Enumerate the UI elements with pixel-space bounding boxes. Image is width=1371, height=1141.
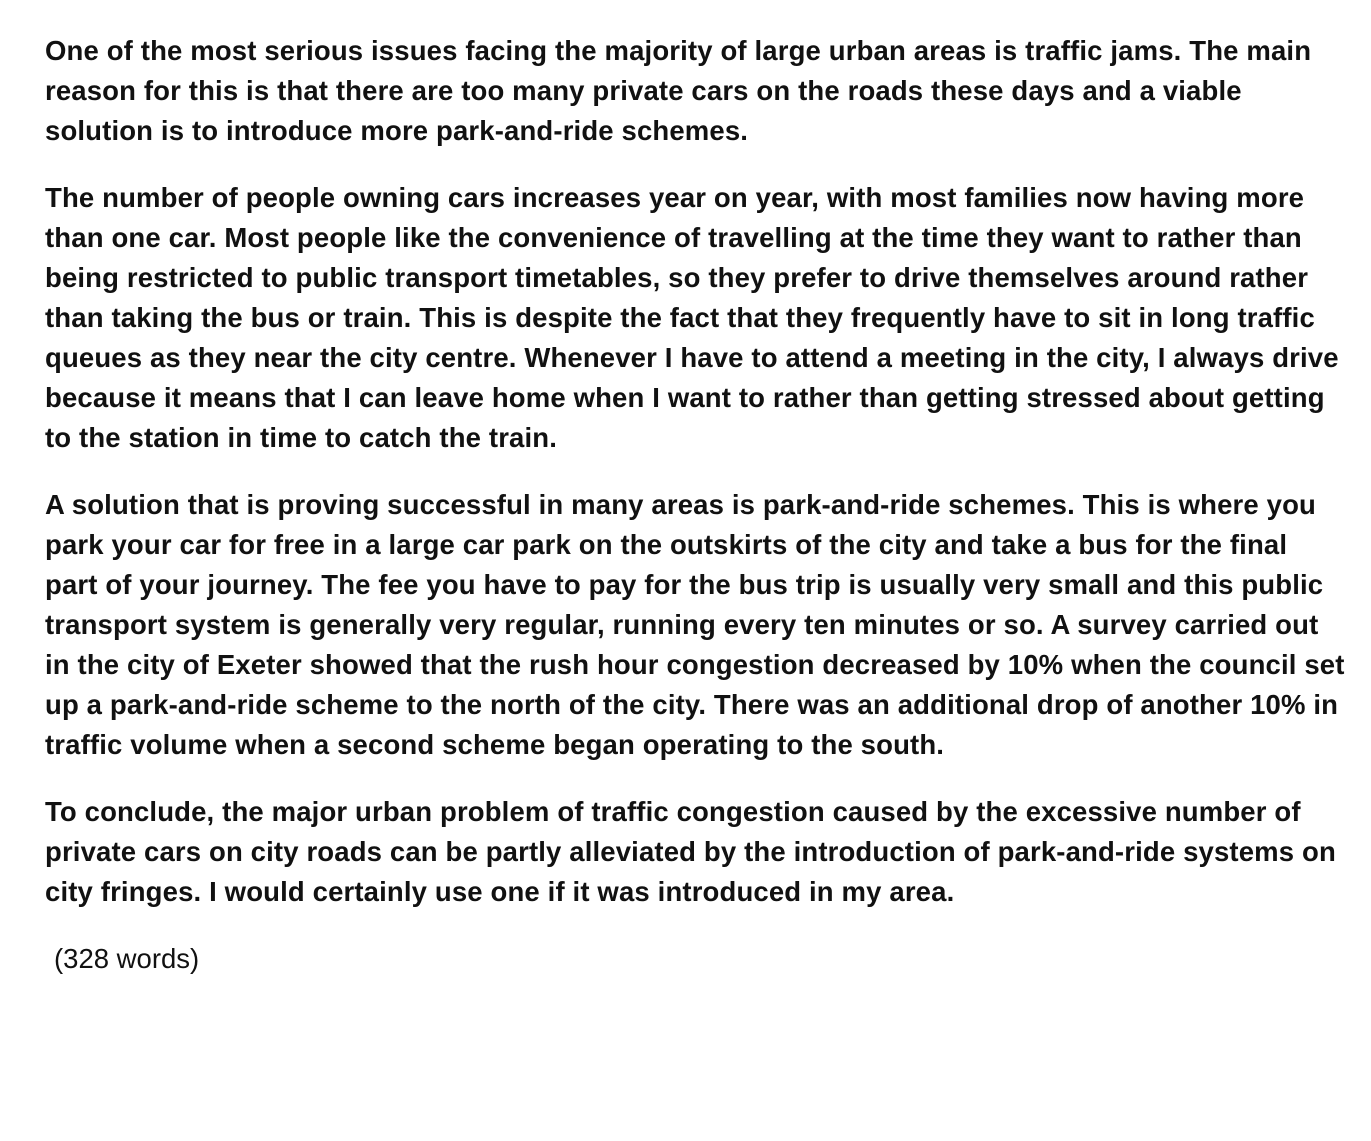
essay-paragraph-solution: A solution that is proving successful in many areas is park-and-ride schemes. This is where you park your car for free in a large car park on the outskirts of the city and take a bus for the final part of your journey. The fee you have to pay for the bus trip is usually very small and this public transport system is generally very regular, running every ten minutes or so. A survey carried out in the city of Exeter showed that the rush hour congestion decreased by 10% when the council set up a park-and-ride scheme to the north of the city. There was an additional drop of another 10% in traffic volume when a second scheme began operating to the south. xyxy=(45,489,1345,760)
essay-paragraph-problem: The number of people owning cars increases year on year, with most families now having more than one car. Most people like the convenience of travelling at the time they want to rather than being restricted to public transport timetables, so they prefer to drive themselves around rather than taking the bus or train. This is despite the fact that they frequently have to sit in long traffic queues as they near the city centre. Whenever I have to attend a meeting in the city, I always drive because it means that I can leave home when I want to rather than getting stressed about getting to the station in time to catch the train. xyxy=(45,182,1339,453)
essay-paragraph-intro: One of the most serious issues facing the majority of large urban areas is traffic jams. The main reason for this is that there are too many private cars on the roads these days and a viable solution is to introduce more park-and-ride schemes. xyxy=(45,35,1312,146)
essay-paragraph-conclusion: To conclude, the major urban problem of traffic congestion caused by the excessive number of private cars on city roads can be partly alleviated by the introduction of park-and-ride systems on city fringes. I would certainly use one if it was introduced in my area. xyxy=(45,796,1336,907)
essay-body xyxy=(45,31,1345,979)
word-count: (328 words) xyxy=(54,943,200,974)
